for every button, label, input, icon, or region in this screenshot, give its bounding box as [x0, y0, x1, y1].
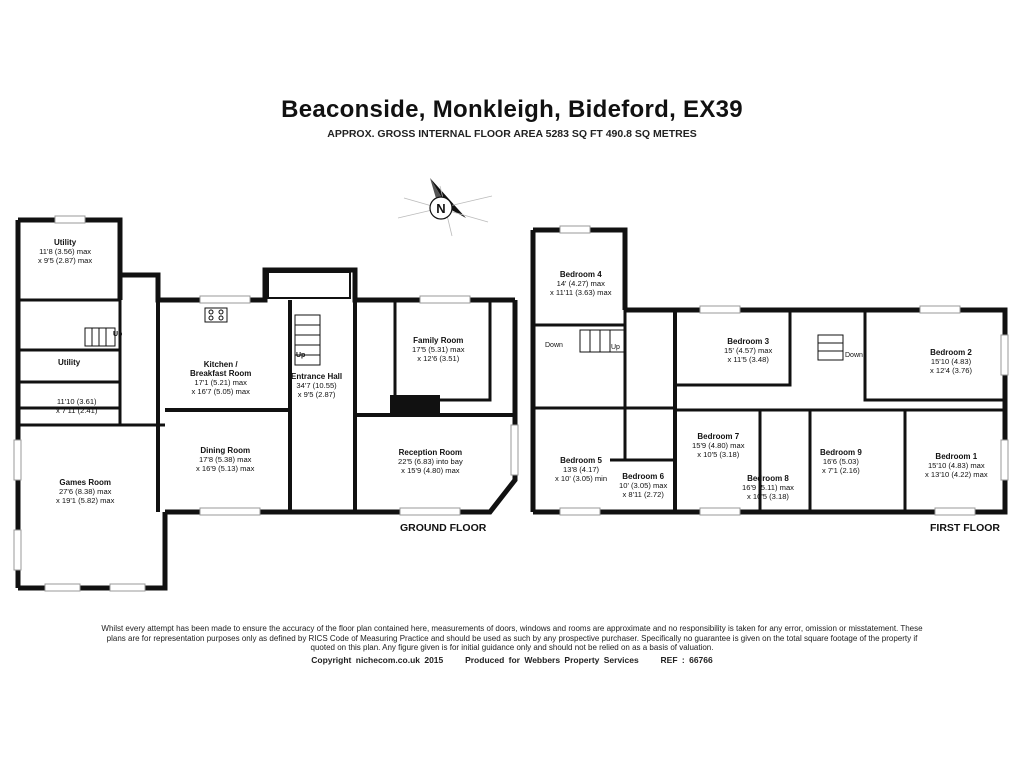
stair-down-label: Down: [545, 342, 563, 349]
room-dining-room: Dining Room 17'8 (5.38) max x 16'9 (5.13) max: [196, 446, 255, 473]
room-bedroom-3: Bedroom 3 15' (4.57) max x 11'5 (3.48): [724, 337, 773, 364]
room-bedroom-8: Bedroom 8 16'9 (5.11) max x 10'5 (3.18): [742, 474, 794, 501]
room-reception-room: Reception Room 22'5 (6.83) into bay x 15'9 (4.80) max: [398, 448, 463, 475]
property-title: Beaconside, Monkleigh, Bideford, EX39: [281, 96, 743, 123]
ground-floor-label: GROUND FLOOR: [400, 522, 487, 534]
floor-area-subtitle: APPROX. GROSS INTERNAL FLOOR AREA 5283 SQ FT 490.8 SQ METRES: [327, 128, 697, 140]
room-family-room: Family Room 17'5 (5.31) max x 12'6 (3.51): [412, 336, 465, 363]
disclaimer-text: Whilst every attempt has been made to ensure the accuracy of the floor plan contained here, measurements of doors, windows and rooms are approximate and no responsibility is taken for any error, omission or misstatement. These plans are for representation purposes only as defined by RICS Code of Measuring Practice and should be used as such by any prospective purchaser. Specifically no guarantee is given on the total square footage of the property if quoted on this plan. Any figure given is for initial guidance only and should not be relied on as a basis of valuation.: [101, 624, 923, 652]
room-bedroom-1: Bedroom 1 15'10 (4.83) max x 13'10 (4.22) max: [925, 452, 988, 479]
room-games-room: Games Room 27'6 (8.38) max x 19'1 (5.82) max: [56, 478, 115, 505]
room-kitchen: Kitchen / Breakfast Room 17'1 (5.21) max x 16'7 (5.05) max: [190, 360, 252, 396]
reference-text: REF : 66766: [660, 655, 713, 665]
room-bedroom-6: Bedroom 6 10' (3.05) max x 8'11 (2.72): [619, 472, 668, 499]
fireplace: [390, 395, 440, 413]
kitchen-hob: [205, 308, 227, 322]
copyright-text: Copyright nichecom.co.uk 2015: [311, 655, 444, 665]
stair-up-label: Up: [296, 352, 306, 359]
room-entrance-hall: Entrance Hall 34'7 (10.55) x 9'5 (2.87): [291, 372, 343, 399]
room-bedroom-9: Bedroom 9 16'6 (5.03) x 7'1 (2.16): [820, 448, 862, 475]
room-bedroom-5: Bedroom 5 13'8 (4.17) x 10' (3.05) min: [555, 456, 608, 483]
room-lobby: 11'10 (3.61) x 7'11 (2.41): [56, 397, 98, 415]
room-bedroom-4: Bedroom 4 14' (4.27) max x 11'11 (3.63) max: [550, 270, 612, 297]
room-utility-1: Utility 11'8 (3.56) max x 9'5 (2.87) max: [38, 238, 93, 265]
stair-up-label: Up: [113, 331, 123, 338]
room-utility-2: Utility: [58, 358, 81, 367]
copyright-line: [0, 655, 1024, 665]
stair-up-label: Up: [611, 344, 620, 351]
first-floor-label: FIRST FLOOR: [930, 522, 1000, 534]
north-arrow-icon: [398, 178, 492, 236]
room-bedroom-7: Bedroom 7 15'9 (4.80) max x 10'5 (3.18): [692, 432, 745, 459]
compass-letter: N: [436, 201, 446, 216]
stair-down-label: Down: [845, 352, 863, 359]
produced-for-text: Produced for Webbers Property Services: [465, 655, 639, 665]
room-bedroom-2: Bedroom 2 15'10 (4.83) x 12'4 (3.76): [930, 348, 972, 375]
